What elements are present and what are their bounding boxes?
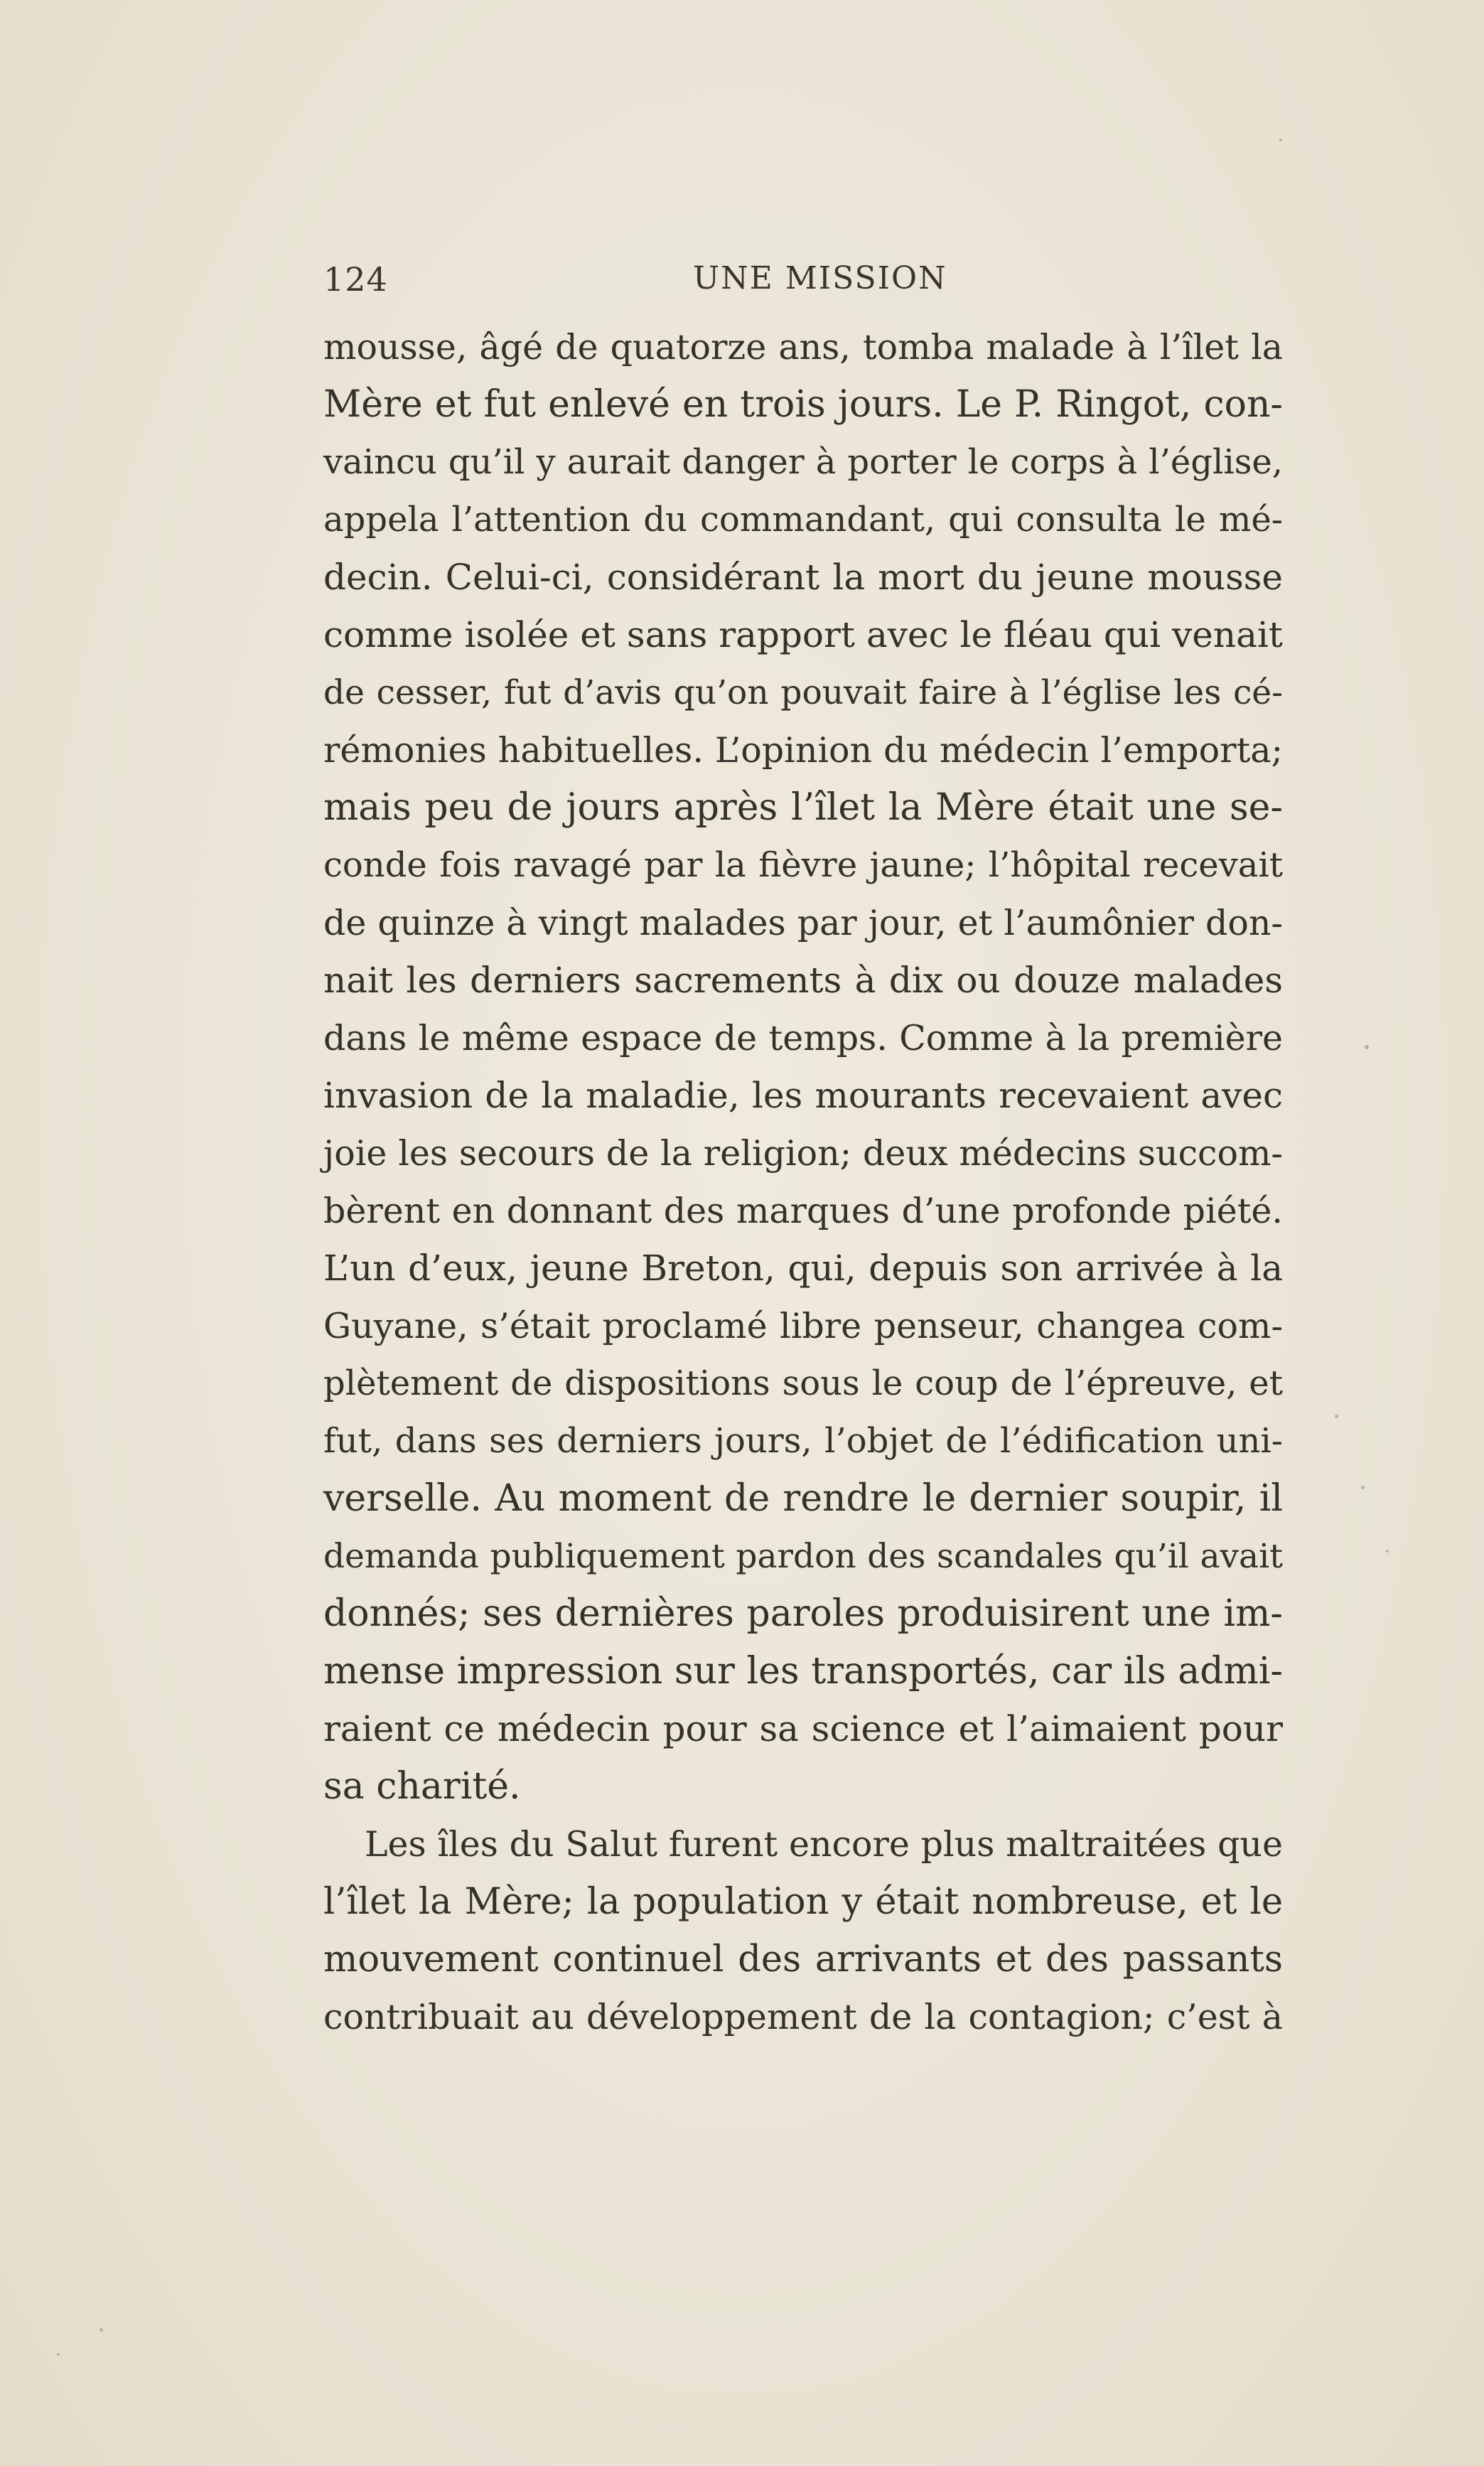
text-line: invasion de la maladie, les mourants recevaient avec [323,1075,1283,1116]
paper-speck [57,2353,60,2356]
text-line: joie les secours de la religion; deux médecins succom- [323,1133,1283,1174]
running-title: UNE MISSION [693,260,947,296]
paragraph-1 [323,318,1283,1816]
page-header [323,256,1283,306]
text-line: mousse, âgé de quatorze ans, tomba malade à l’îlet la [323,327,1283,368]
text-line: Mère et fut enlevé en trois jours. Le P. Ringot, con- [323,383,1283,426]
paragraph-2 [323,1816,1283,2046]
text-line: conde fois ravagé par la fièvre jaune; l’hôpital recevait [323,845,1283,885]
paper-speck [1361,1486,1365,1489]
paper-speck [1386,1550,1389,1553]
text-line: appela l’attention du commandant, qui consulta le mé- [323,500,1283,540]
text-line: raient ce médecin pour sa science et l’aimaient pour [323,1708,1283,1749]
text-line: decin. Celui-ci, considérant la mort du jeune mousse [323,557,1283,598]
text-line: mais peu de jours après l’îlet la Mère était une se- [323,786,1283,829]
text-line: vaincu qu’il y aurait danger à porter le corps à l’église, [323,442,1283,482]
text-line: de quinze à vingt malades par jour, et l’aumônier don- [323,903,1283,943]
text-line: sa charité. [323,1765,521,1808]
paper-speck [1335,1415,1338,1418]
text-line: plètement de dispositions sous le coup de l’épreuve, et [323,1363,1283,1403]
text-line: Guyane, s’était proclamé libre penseur, changea com- [323,1306,1283,1346]
text-line: contribuait au développement de la contagion; c’est à [323,1997,1283,2037]
page-number: 124 [323,260,388,299]
text-line: demanda publiquement pardon des scandales qu’il avait [323,1537,1283,1576]
text-line: donnés; ses dernières paroles produisirent une im- [323,1592,1283,1635]
text-line: mense impression sur les transportés, car ils admi- [323,1650,1283,1693]
text-line: Les îles du Salut furent encore plus maltraitées que [365,1824,1283,1865]
text-line: de cesser, fut d’avis qu’on pouvait faire à l’église les cé- [323,673,1283,712]
paper-speck [100,2328,103,2332]
text-line: rémonies habituelles. L’opinion du médecin l’emporta; [323,730,1283,771]
text-line: dans le même espace de temps. Comme à la première [323,1018,1283,1058]
paper-speck [1365,1045,1369,1049]
body-text [323,318,1283,2046]
text-line: mouvement continuel des arrivants et des passants [323,1939,1283,1980]
text-line: verselle. Au moment de rendre le dernier soupir, il [323,1477,1283,1520]
text-line: bèrent en donnant des marques d’une profonde piété. [323,1191,1283,1231]
text-line: l’îlet la Mère; la population y était nombreuse, et le [323,1881,1283,1923]
text-line: L’un d’eux, jeune Breton, qui, depuis son arrivée à la [323,1248,1283,1289]
text-line: nait les derniers sacrements à dix ou douze malades [323,960,1283,1001]
text-line: fut, dans ses derniers jours, l’objet de l’édification uni- [323,1421,1283,1461]
text-line: comme isolée et sans rapport avec le fléau qui venait [323,614,1283,655]
paper-speck [1279,139,1282,141]
